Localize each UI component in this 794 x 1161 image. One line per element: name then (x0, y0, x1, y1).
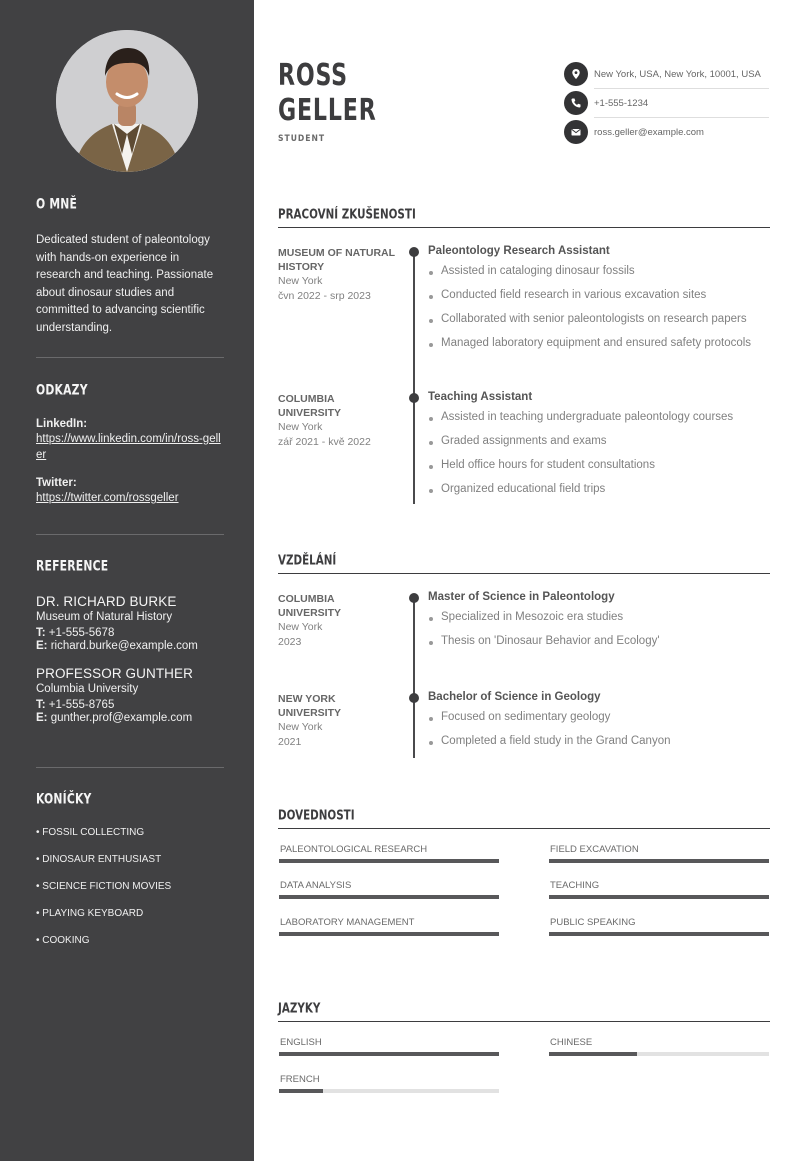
language-label: CHINESE (550, 1037, 593, 1048)
bullet-list (428, 711, 773, 759)
link-label: LinkedIn: (36, 418, 88, 430)
language-bar-fill (279, 1052, 499, 1056)
skill-bar (549, 859, 769, 863)
section-divider (278, 828, 770, 829)
education-meta (278, 692, 398, 750)
skill-bar (549, 895, 769, 899)
skill-bar (279, 859, 499, 863)
section-divider (278, 573, 770, 574)
skill-label: DATA ANALYSIS (280, 880, 352, 891)
about-title: O MNĚ (36, 196, 78, 213)
contact-divider (594, 88, 769, 89)
contact-divider (594, 117, 769, 118)
divider (36, 357, 224, 358)
organization: COLUMBIA UNIVERSITY (278, 393, 342, 419)
hobbies-title: KONÍČKY (36, 791, 92, 808)
bullet-item: Assisted in teaching undergraduate paleontology courses (428, 411, 773, 435)
language-label: ENGLISH (280, 1037, 322, 1048)
bullet-item: Thesis on 'Dinosaur Behavior and Ecology' (428, 635, 773, 659)
contact-address (564, 61, 769, 87)
hobby-item: • FOSSIL COLLECTING (36, 827, 145, 838)
avatar-image (56, 30, 198, 172)
bullet-list (428, 411, 773, 507)
link-label: Twitter: (36, 477, 77, 489)
reference-email (36, 712, 224, 724)
language-bar-fill (279, 1089, 323, 1093)
skill-item (549, 917, 769, 936)
experience-meta (278, 392, 398, 450)
skill-bar-fill (279, 932, 499, 936)
bullet-item: Completed a field study in the Grand Canyon (428, 735, 773, 759)
language-item (549, 1037, 769, 1056)
hobby-item: • SCIENCE FICTION MOVIES (36, 881, 172, 892)
skill-item (549, 880, 769, 899)
skill-item (279, 880, 499, 899)
skills-title: DOVEDNOSTI (278, 807, 355, 824)
language-bar (279, 1052, 499, 1056)
link-linkedin (36, 418, 224, 463)
skill-bar-fill (279, 895, 499, 899)
last-name: GELLER (278, 93, 377, 128)
contact-email (564, 119, 769, 145)
links-section (36, 382, 224, 506)
phone-icon (564, 91, 588, 115)
timeline-line (413, 252, 415, 504)
reference-name: PROFESSOR GUNTHER (36, 666, 193, 681)
references-title: REFERENCE (36, 558, 109, 575)
phone-value: +1-555-8765 (48, 699, 115, 711)
position-title: Paleontology Research Assistant (428, 245, 610, 257)
hobbies-list (36, 827, 224, 962)
bullet-item: Conducted field research in various excavation sites (428, 289, 773, 313)
education-meta (278, 592, 398, 650)
reference-org: Columbia University (36, 683, 139, 695)
skill-item (549, 844, 769, 863)
timeline-dot (409, 593, 419, 603)
bullet-item: Focused on sedimentary geology (428, 711, 773, 735)
reference-org: Museum of Natural History (36, 611, 173, 623)
phone-text: +1-555-1234 (594, 97, 649, 109)
skill-label: TEACHING (550, 880, 600, 891)
language-bar (549, 1052, 769, 1056)
language-item (279, 1074, 499, 1093)
envelope-icon (564, 120, 588, 144)
email-label: E: (36, 712, 48, 724)
role-title: STUDENT (278, 134, 326, 144)
organization: MUSEUM OF NATURAL HISTORY (278, 247, 395, 273)
bullet-item: Held office hours for student consultations (428, 459, 773, 483)
phone-label: T: (36, 699, 46, 711)
location: New York (278, 721, 323, 733)
location: New York (278, 421, 323, 433)
skill-label: PUBLIC SPEAKING (550, 917, 636, 928)
education-entry (428, 691, 773, 759)
skill-label: PALEONTOLOGICAL RESEARCH (280, 844, 428, 855)
languages-title: JAZYKY (278, 1000, 321, 1017)
address-text: New York, USA, New York, 10001, USA (594, 68, 761, 80)
degree-title: Bachelor of Science in Geology (428, 691, 601, 703)
date-range: čvn 2022 - srp 2023 (278, 290, 371, 302)
location: New York (278, 275, 323, 287)
bullet-item: Assisted in cataloging dinosaur fossils (428, 265, 773, 289)
position-title: Teaching Assistant (428, 391, 533, 403)
experience-entry (428, 245, 773, 361)
email-text: ross.geller@example.com (594, 126, 704, 138)
experience-entry (428, 391, 773, 507)
language-item (279, 1037, 499, 1056)
email-value: richard.burke@example.com (50, 640, 198, 652)
bullet-item: Organized educational field trips (428, 483, 773, 507)
full-name (278, 58, 377, 128)
date-range: zář 2021 - kvě 2022 (278, 436, 371, 448)
bullet-list (428, 611, 773, 659)
phone-label: T: (36, 627, 46, 639)
twitter-link[interactable]: https://twitter.com/rossgeller (36, 492, 179, 504)
organization: NEW YORK UNIVERSITY (278, 693, 342, 719)
timeline-dot (409, 693, 419, 703)
skill-label: LABORATORY MANAGEMENT (280, 917, 415, 928)
skill-bar-fill (279, 859, 499, 863)
links-title: ODKAZY (36, 382, 88, 399)
location: New York (278, 621, 323, 633)
hobby-item: • COOKING (36, 935, 90, 946)
about-section (36, 196, 224, 337)
divider (36, 534, 224, 535)
reference-phone (36, 627, 224, 639)
skill-bar (279, 932, 499, 936)
bullet-item: Specialized in Mesozoic era studies (428, 611, 773, 635)
reference-email (36, 640, 224, 652)
date-range: 2021 (278, 736, 302, 748)
language-label: FRENCH (280, 1074, 320, 1085)
email-value: gunther.prof@example.com (50, 712, 193, 724)
link-twitter (36, 477, 224, 506)
skill-label: FIELD EXCAVATION (550, 844, 639, 855)
education-entry (428, 591, 773, 659)
degree-title: Master of Science in Paleontology (428, 591, 615, 603)
skill-item (279, 844, 499, 863)
skill-bar (549, 932, 769, 936)
timeline-line (413, 598, 415, 758)
about-text: Dedicated student of paleontology with hands-on experience in research and teaching. Passionate about dinosaur studies and committed to advancing scientific understanding. (36, 234, 214, 334)
bullet-item: Managed laboratory equipment and ensured safety protocols (428, 337, 773, 361)
timeline-dot (409, 393, 419, 403)
avatar (56, 30, 198, 172)
skill-bar-fill (549, 859, 769, 863)
reference-name: DR. RICHARD BURKE (36, 594, 177, 609)
section-divider (278, 227, 770, 228)
skill-bar-fill (549, 932, 769, 936)
skill-bar-fill (549, 895, 769, 899)
reference-item (36, 666, 224, 724)
contact-phone (564, 90, 769, 116)
hobbies-section (36, 791, 224, 962)
bullet-item: Collaborated with senior paleontologists on research papers (428, 313, 773, 337)
experience-meta (278, 246, 398, 304)
map-pin-icon (564, 62, 588, 86)
timeline-dot (409, 247, 419, 257)
skill-bar (279, 895, 499, 899)
phone-value: +1-555-5678 (48, 627, 115, 639)
skill-item (279, 917, 499, 936)
language-bar (279, 1089, 499, 1093)
education-title: VZDĚLÁNÍ (278, 552, 337, 569)
sidebar (0, 0, 254, 1161)
bullet-item: Graded assignments and exams (428, 435, 773, 459)
date-range: 2023 (278, 636, 302, 648)
hobby-item: • PLAYING KEYBOARD (36, 908, 144, 919)
first-name: ROSS (278, 58, 348, 93)
section-divider (278, 1021, 770, 1022)
references-section (36, 558, 224, 724)
organization: COLUMBIA UNIVERSITY (278, 593, 342, 619)
reference-item (36, 594, 224, 652)
language-bar-fill (549, 1052, 637, 1056)
hobby-item: • DINOSAUR ENTHUSIAST (36, 854, 162, 865)
linkedin-link[interactable]: https://www.linkedin.com/in/ross-geller (36, 433, 221, 461)
reference-phone (36, 699, 224, 711)
experience-title: PRACOVNÍ ZKUŠENOSTI (278, 206, 416, 223)
divider (36, 767, 224, 768)
bullet-list (428, 265, 773, 361)
email-label: E: (36, 640, 48, 652)
